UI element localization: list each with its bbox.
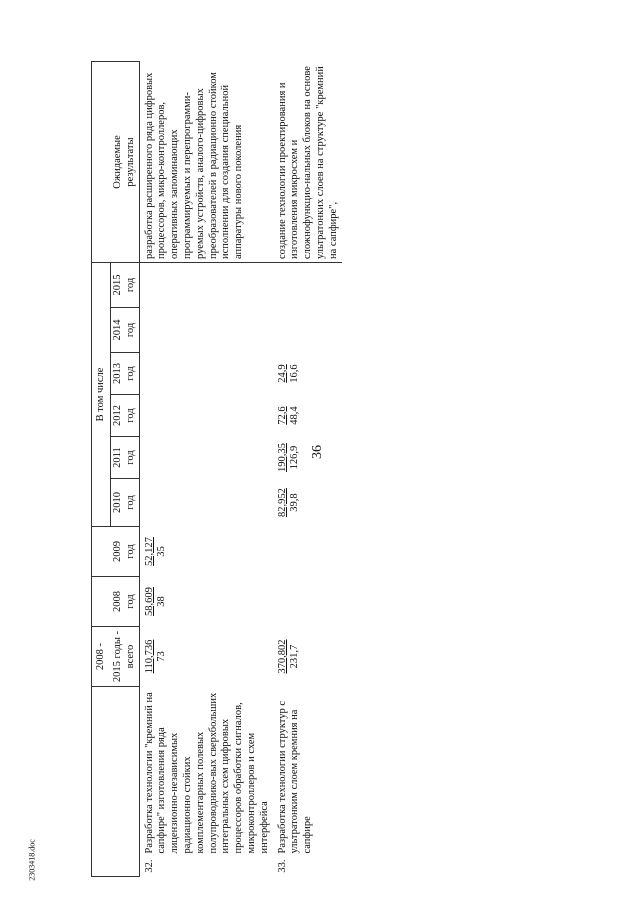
cell-y2013: 24,9 16,6 <box>276 364 301 383</box>
row-number: 32. <box>143 859 155 873</box>
cell-y2014 <box>273 308 342 353</box>
table-row <box>273 61 342 876</box>
header-y2009: 2009 год <box>111 527 140 577</box>
cell-y2015 <box>273 262 342 307</box>
header-y2012: 2012 год <box>111 395 140 437</box>
cell-y2008: 58,609 38 <box>143 587 168 616</box>
header-row-1 <box>92 61 111 876</box>
funding-table <box>91 61 342 877</box>
header-total: 2008 - <box>92 627 111 687</box>
table-row <box>139 61 272 876</box>
cell-y2008 <box>273 577 342 627</box>
row-expected-result: разработка расширенного ряда цифровых процессоров, микро-контроллеров, оперативных запоминающих программируемых и перепрограмми-руемых устройств, аналого-цифровых преобразователей в радиационно стойком исполнении для создания специальной аппаратуры нового поколения <box>139 61 272 262</box>
cell-total: 110,736 73 <box>143 639 168 674</box>
header-y2008: 2008 год <box>111 577 140 627</box>
cell-y2010 <box>139 479 272 527</box>
header-expected: Ожидаемые результаты <box>111 61 140 262</box>
cell-y2012: 72,6 48,4 <box>276 406 301 425</box>
cell-total: 370,802 231,7 <box>276 639 301 674</box>
header-y2011: 2011 год <box>111 437 140 479</box>
header-y2009-top <box>92 527 111 577</box>
header-y2015: 2015 год <box>111 262 140 307</box>
rotated-table-container <box>91 62 611 877</box>
header-y2008-top <box>92 577 111 627</box>
cell-y2013 <box>139 353 272 395</box>
cell-y2009 <box>273 527 342 577</box>
footer-doc-id: 2303418.doc <box>27 839 37 881</box>
cell-y2009: 52,127 35 <box>143 537 168 566</box>
cell-y2015 <box>139 262 272 307</box>
header-y2014: 2014 год <box>111 308 140 353</box>
header-blank <box>92 687 111 877</box>
page-number: 36 <box>310 445 325 459</box>
cell-y2010: 82,952 39,8 <box>276 488 301 517</box>
cell-y2012 <box>139 395 272 437</box>
header-y2013: 2013 год <box>111 353 140 395</box>
row-number: 33. <box>276 859 288 873</box>
header-y2010: 2010 год <box>111 479 140 527</box>
header-row-2 <box>111 61 140 876</box>
row-expected-result: создание технологии проектирования и изготовления микросхем и сложнофункцио-нальных блоков на основе ультратонких слоев на структуре "кремний на сапфире", <box>273 61 342 262</box>
row-description: Разработка технологии "кремний на сапфире" изготовления ряда лицензионно-независимых радиационно стойких комплементарных полевых полупроводнико-вых сверхбольших интегральных схем цифровых процессоров обработки сигналов, микроконтроллеров и схем интерфейса <box>143 692 270 854</box>
header-expected-top <box>92 61 111 262</box>
cell-y2011: 190,35 126,9 <box>276 443 301 472</box>
row-description: Разработка технологии структур с ультратонким слоем кремния на сапфире <box>276 700 314 854</box>
cell-y2014 <box>139 308 272 353</box>
header-in-that-number: В том числе <box>92 262 111 526</box>
header-total-label: 2015 годы - всего <box>111 627 140 687</box>
cell-y2011 <box>139 437 272 479</box>
